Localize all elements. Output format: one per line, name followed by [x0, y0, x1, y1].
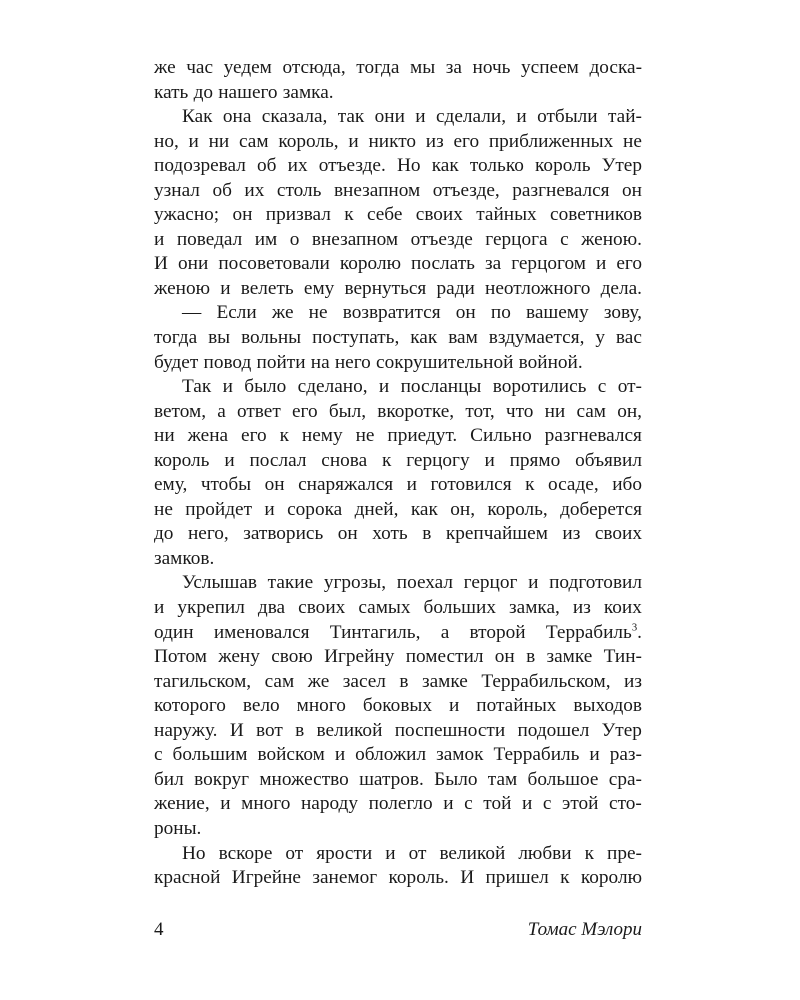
- text-line: подозревал об их отъезде. Но как только король Утер: [154, 155, 642, 177]
- text-line: кать до нашего замка.: [154, 81, 334, 103]
- text-line: Но вскоре от ярости и от великой любви к пре-: [182, 842, 642, 864]
- text-line: король и послал снова к герцогу и прямо объявил: [154, 449, 642, 471]
- text-line: И они посоветовали королю послать за герцогом и его: [154, 253, 642, 275]
- text-line: но, и ни сам король, и никто из его приближенных не: [154, 130, 642, 152]
- text-line: тогда вы вольны поступать, как вам вздумается, у вас: [154, 327, 642, 349]
- text-line: роны.: [154, 817, 202, 839]
- text-line: Потом жену свою Игрейну поместил он в замке Тин-: [154, 646, 642, 668]
- text-line: ужасно; он призвал к себе своих тайных советников: [154, 204, 642, 226]
- text-line: — Если же не возвратится он по вашему зову,: [182, 302, 642, 324]
- text-line: узнал об их столь внезапном отъезде, разгневался он: [154, 179, 642, 201]
- text-line: Как она сказала, так они и сделали, и отбыли тай-: [182, 106, 642, 128]
- text-line: бил вокруг множество шатров. Было там большое сра-: [154, 768, 642, 790]
- running-footer-author: Томас Мэлори: [527, 919, 642, 940]
- text-line: будет повод пойти на него сокрушительной войной.: [154, 351, 583, 373]
- text-line: не пройдет и сорока дней, как он, король, доберется: [154, 498, 642, 520]
- text-line: ни жена его к нему не приедут. Сильно разгневался: [154, 425, 642, 447]
- page-footer: [154, 919, 642, 941]
- text-line: с большим войском и обложил замок Террабиль и раз-: [154, 744, 642, 766]
- page-number: 4: [154, 919, 164, 940]
- text-line: же час уедем отсюда, тогда мы за ночь успеем доска-: [154, 57, 642, 78]
- text-line: тагильском, сам же засел в замке Террабильском, из: [154, 670, 642, 692]
- text-line: Так и было сделано, и посланцы воротились с от-: [182, 376, 642, 398]
- text-line: женою и велеть ему вернуться ради неотложного дела.: [154, 277, 642, 299]
- text-line: красной Игрейне занемог король. И пришел к королю: [154, 867, 642, 889]
- text-line: ветом, а ответ его был, вкоротке, тот, что ни сам он,: [154, 400, 642, 422]
- text-line: один именовался Тинтагиль, а второй Террабиль$^3$.: [154, 621, 642, 643]
- book-page-body: [154, 56, 642, 891]
- text-line: и укрепил два своих самых больших замка, из коих: [154, 597, 642, 619]
- text-line: которого вело много боковых и потайных выходов: [154, 695, 642, 717]
- text-line: Услышав такие угрозы, поехал герцог и подготовил: [182, 572, 642, 594]
- text-line: и поведал им о внезапном отъезде герцога с женою.: [154, 228, 642, 250]
- text-line: до него, затворись он хоть в крепчайшем из своих: [154, 523, 642, 545]
- text-line: жение, и много народу полегло и с той и с этой сто-: [154, 793, 642, 815]
- text-line: замков.: [154, 547, 215, 569]
- footnote-marker[interactable]: 3: [631, 622, 638, 634]
- text-line: наружу. И вот в великой поспешности подошел Утер: [154, 719, 642, 741]
- text-line: ему, чтобы он снаряжался и готовился к осаде, ибо: [154, 474, 642, 496]
